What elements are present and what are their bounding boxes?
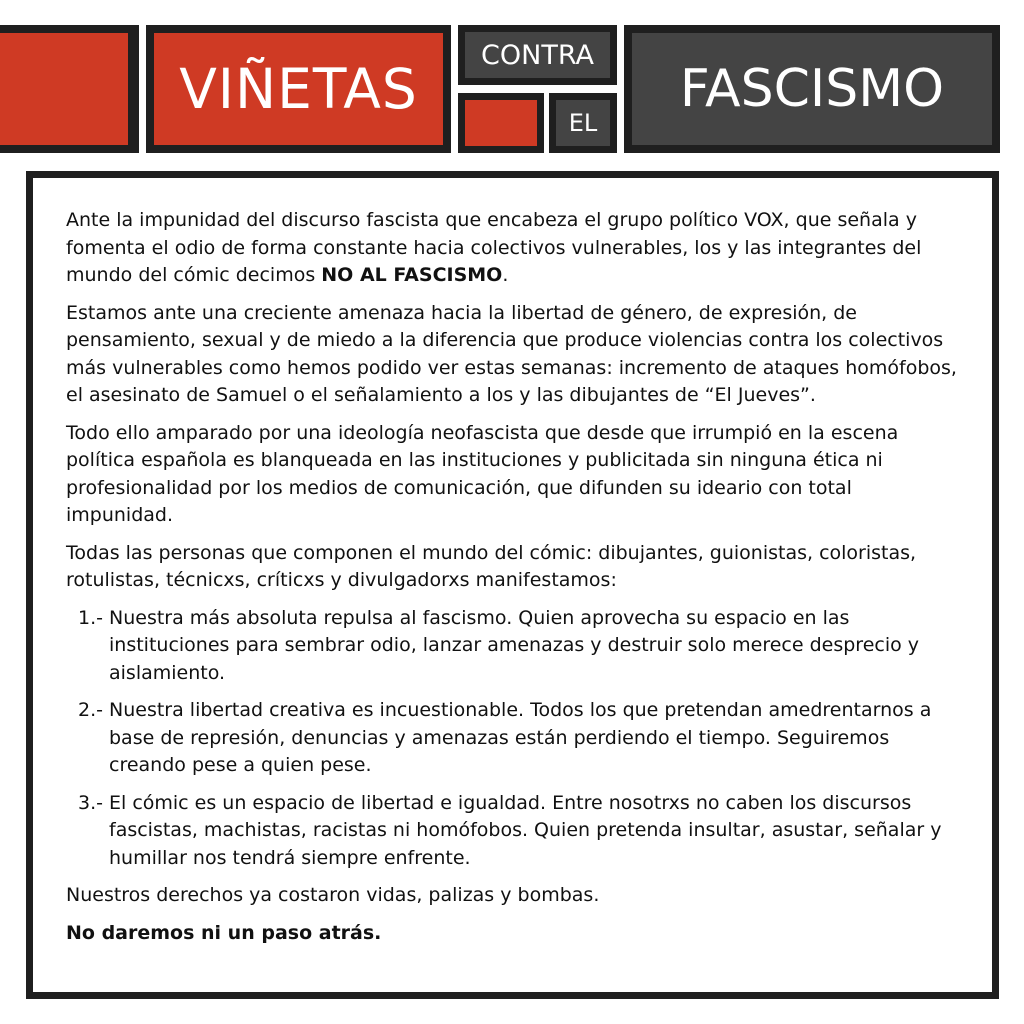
header-word-el: EL [568,109,598,137]
list-item-text: Nuestra libertad creativa es incuestionable. Todos los que pretendan amedrentarnos a base de represión, denuncias y amenazas están perdiendo el tiempo. Seguiremos creando pese a quien pese. [109,699,932,776]
no-al-fascismo-emphasis: NO AL FASCISMO [321,264,503,286]
paragraph-threat: Estamos ante una creciente amenaza hacia la libertad de género, de expresión, de pensamiento, sexual y de miedo a la diferencia que produce violencias contra los colectivos más vulnerables como hemos podido ver estas semanas: incremento de ataques homófobos, el asesinato de Samuel o el señalamiento a los y las dibujantes de “El Jueves”. [66,301,957,406]
panel-small-red-fill [465,100,537,146]
header-panel-fascismo [624,25,1000,153]
paragraph-intro-end: . [502,264,509,286]
list-item-text: El cómic es un espacio de libertad e igualdad. Entre nosotrxs no caben los discursos fascistas, machistas, racistas ni homófobos. Quien pretenda insultar, asustar, señalar y humillar nos tendrá siempre enfrente. [109,791,942,869]
list-item [66,605,961,688]
header-word-fascismo: FASCISMO [679,59,945,119]
paragraph-rights: Nuestros derechos ya costaron vidas, palizas y bombas. [66,884,600,906]
list-item-text: Nuestra más absoluta repulsa al fascismo. Quien aprovecha su espacio en las instituciones para sembrar odio, lanzar amenazas y destruir solo merece desprecio y aislamiento. [109,606,920,684]
header-panel-el [549,93,617,153]
manifesto-text [66,207,961,957]
manifesto-list [66,605,961,873]
header-panel-small-red [458,93,544,153]
header-word-contra: CONTRA [481,39,594,71]
panel-left-fill [0,33,128,145]
header-panel-vinetas [146,25,451,153]
paragraph-ideology: Todo ello amparado por una ideología neofascista que desde que irrumpió en la escena política española es blanqueada en las instituciones y publicitada sin ninguna ética ni profesionalidad por los medios de comunicación, que difunden su ideario con total impunidad. [66,421,899,526]
paragraph-intro-text: Ante la impunidad del discurso fascista que encabeza el grupo político VOX, que señala y fomenta el odio de forma constante hacia colectivos vulnerables, los y las integrantes del mundo del cómic decimos [66,209,922,286]
list-item-number: 1.- [78,606,103,629]
header-panel-contra [458,25,617,85]
paragraph-declaration: Todas las personas que componen el mundo del cómic: dibujantes, guionistas, coloristas, rotulistas, técnicxs, críticxs y divulgadorxs manifestamos: [66,541,917,591]
list-item [66,790,961,873]
header-panel-left [0,25,139,153]
manifesto-box [26,171,999,999]
list-item [66,697,961,780]
list-item-number: 2.- [78,699,103,721]
closing-statement: No daremos ni un paso atrás. [66,921,382,944]
list-item-number: 3.- [78,791,103,814]
header-word-vinetas: VIÑETAS [179,57,418,121]
paragraph-intro [66,207,961,290]
